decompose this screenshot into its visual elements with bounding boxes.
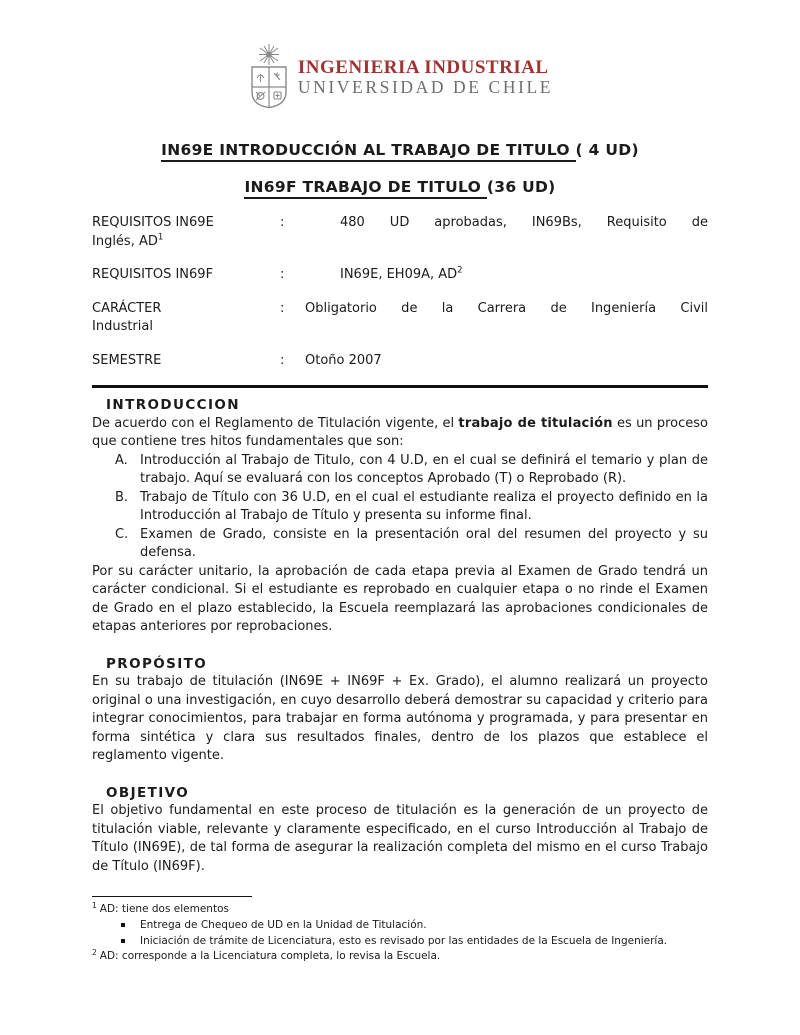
- section-heading-introduccion: INTRODUCCION: [106, 397, 240, 413]
- footnote-ref-1: 1: [157, 232, 164, 243]
- list-item-c: [115, 526, 708, 563]
- footnote-1-text: AD: tiene dos elementos: [99, 903, 229, 915]
- list-marker: A.: [115, 452, 128, 468]
- section-divider-rule: [92, 385, 708, 388]
- footnote-ref-2: 2: [457, 265, 463, 276]
- university-crest-icon: [247, 44, 291, 110]
- course-title-in69e: [92, 140, 708, 160]
- list-item-text: Examen de Grado, consiste en la presentación oral del resumen del proyecto y su defensa.: [140, 526, 708, 560]
- info-label: CARÁCTER: [92, 300, 162, 316]
- footnote-2-marker: 2: [92, 947, 97, 957]
- list-item-b: [115, 489, 708, 526]
- course-title-in69f: [92, 177, 708, 197]
- info-label: REQUISITOS IN69E: [92, 215, 214, 230]
- list-marker: B.: [115, 489, 129, 505]
- info-value-line1: 480 UD aprobadas, IN69Bs, Requisito de: [340, 215, 708, 230]
- course-title-in69e-underlined: IN69E INTRODUCCIÓN AL TRABAJO DE TITULO: [161, 141, 575, 162]
- info-row-caracter: [92, 300, 708, 337]
- introduccion-lead-paragraph: [92, 415, 708, 452]
- info-value-line2: Industrial: [92, 319, 153, 334]
- course-info-block: [92, 214, 708, 370]
- footnote-bullet-1: [92, 918, 708, 934]
- list-item-text: Trabajo de Título con 36 U.D, en el cual el estudiante realiza el proyecto definido en la Introducción al Trabajo de Título y presenta su informe final.: [140, 489, 708, 523]
- course-title-in69f-underlined: IN69F TRABAJO DE TITULO: [244, 178, 486, 199]
- info-value-line1: [340, 266, 708, 285]
- logo-university-name: UNIVERSIDAD DE CHILE: [297, 76, 554, 97]
- footnote-2: [92, 949, 708, 965]
- milestones-list: [92, 452, 708, 563]
- introduccion-closing-paragraph: Por su carácter unitario, la aprobación de cada etapa previa al Examen de Grado tendrá un carácter condicional. Si el estudiante es reprobado en cualquier etapa o no rinde el Examen de Grado en el plazo establecido, la Escuela reemplazará las aprobaciones condicionales de etapas anteriores por reprobaciones.: [92, 563, 708, 634]
- info-label: SEMESTRE: [92, 352, 162, 368]
- info-row-requisitos-in69f: [92, 266, 708, 285]
- footnote-bullet-text: Iniciación de trámite de Licenciatura, esto es revisado por las entidades de la Escuela de Ingeniería.: [140, 934, 668, 947]
- footnote-1: [92, 902, 708, 918]
- info-row-semestre: [92, 352, 708, 371]
- proposito-paragraph: En su trabajo de titulación (IN69E + IN69F + Ex. Grado), el alumno realizará un proyecto original o una investigación, en cuyo desarrollo deberá demostrar su capacidad y criterio para integrar conocimientos, para trabajar en forma autónoma y programada, y para presentar en forma sintética y clara sus resultados finales, dentro de los plazos que establece el reglamento vigente.: [92, 674, 708, 763]
- info-value-line1: Otoño 2007: [305, 352, 382, 368]
- section-proposito: [92, 655, 708, 766]
- info-colon: :: [280, 215, 285, 230]
- info-colon: :: [280, 267, 285, 282]
- section-objetivo: [92, 784, 708, 877]
- list-marker: C.: [115, 526, 129, 542]
- lead-text-bold: trabajo de titulación: [458, 415, 613, 431]
- info-value-line2: [92, 233, 708, 252]
- course-title-in69e-credits: ( 4 UD): [575, 141, 639, 159]
- footnote-separator-rule: [92, 896, 252, 897]
- footnote-2-text: AD: corresponde a la Licenciatura completa, lo revisa la Escuela.: [99, 950, 441, 963]
- info-value-line2-text: Inglés, AD: [92, 233, 158, 249]
- square-bullet-icon: [121, 939, 125, 943]
- lead-text-after: es un proceso que contiene tres hitos fundamentales que son:: [92, 415, 708, 449]
- university-logo: [247, 44, 553, 110]
- footnotes: [92, 896, 708, 965]
- footnote-bullet-2: [92, 934, 708, 950]
- course-title-in69f-credits: (36 UD): [486, 178, 556, 196]
- objetivo-paragraph: El objetivo fundamental en este proceso de titulación es la generación de un proyecto de titulación viable, relevante y claramente especificado, en el curso Introducción al Trabajo de Título (IN69E), de tal forma de asegurar la realización completa del mismo en el curso Trabajo de Título (IN69F).: [92, 803, 708, 874]
- info-colon: :: [280, 300, 285, 316]
- info-label: REQUISITOS IN69F: [92, 267, 214, 282]
- lead-text-before: De acuerdo con el Reglamento de Titulación vigente, el: [92, 415, 459, 431]
- info-colon: :: [280, 352, 285, 368]
- info-row-requisitos-in69e: [92, 214, 708, 251]
- list-item-a: [115, 452, 708, 489]
- section-heading-objetivo: OBJETIVO: [106, 784, 190, 801]
- square-bullet-icon: [121, 923, 125, 927]
- list-item-text: Introducción al Trabajo de Titulo, con 4 U.D, en el cual se definirá el temario y plan de trabajo. Aquí se evaluará con los conceptos Aprobado (T) o Reprobado (R).: [140, 452, 708, 486]
- info-value-text: IN69E, EH09A, AD: [340, 267, 458, 282]
- footnote-1-marker: 1: [92, 900, 97, 910]
- footnote-1-bullets: [92, 918, 708, 950]
- info-value-line1: Obligatorio de la Carrera de Ingeniería Civil: [305, 300, 708, 316]
- section-introduccion: [92, 396, 708, 637]
- footnote-bullet-text: Entrega de Chequeo de UD en la Unidad de Titulación.: [140, 918, 427, 931]
- document-titles: [92, 140, 708, 197]
- section-heading-proposito: PROPÓSITO: [106, 655, 208, 672]
- logo-text: [298, 58, 553, 97]
- logo-institution-name: INGENIERIA INDUSTRIAL: [297, 56, 549, 78]
